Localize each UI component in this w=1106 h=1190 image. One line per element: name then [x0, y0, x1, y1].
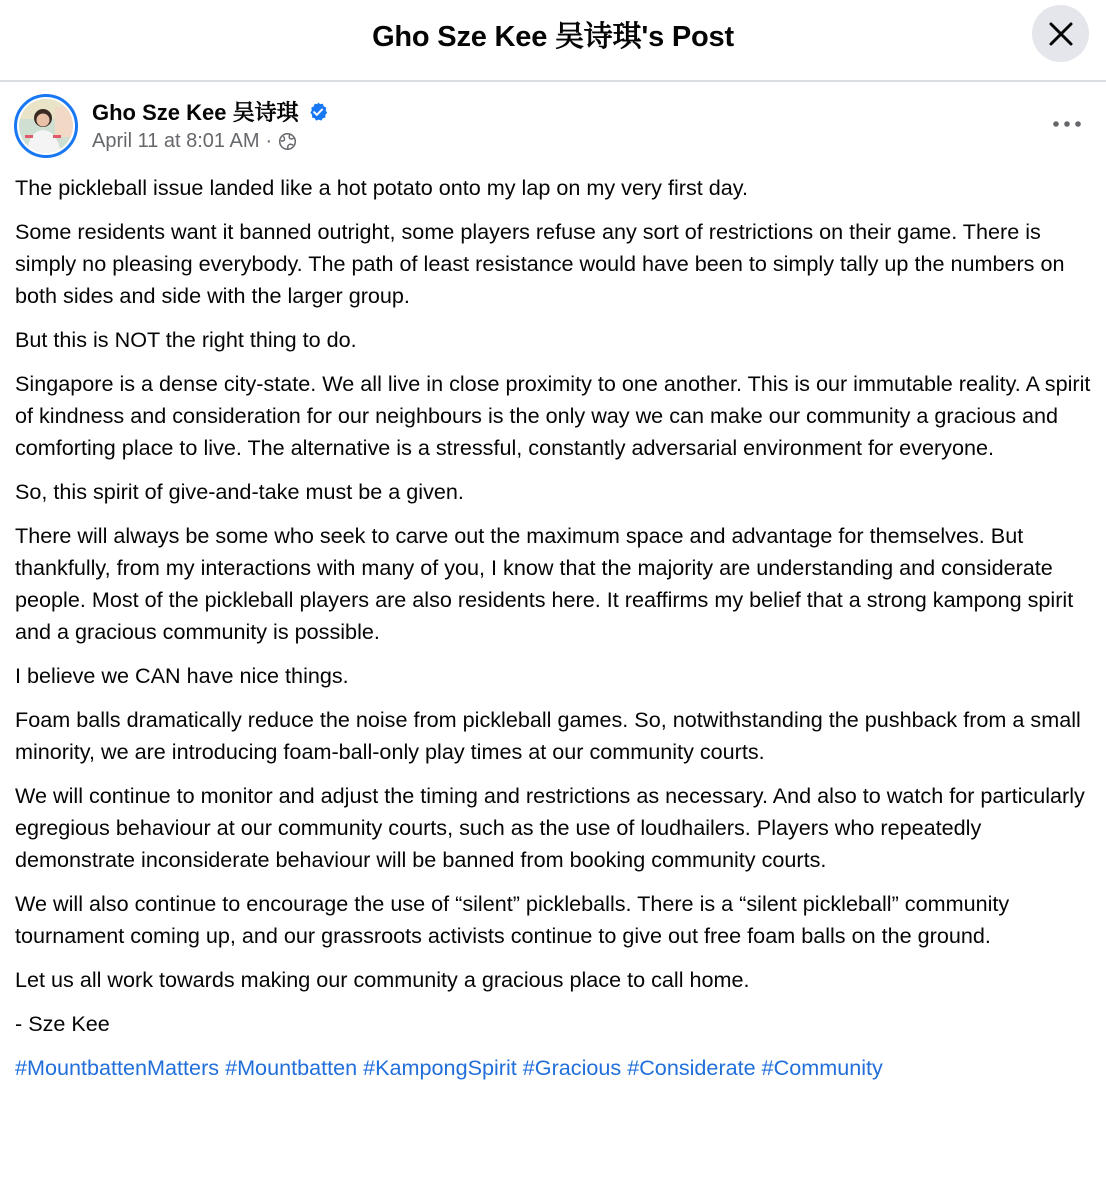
hashtag-mountbatten[interactable]: #Mountbatten — [225, 1055, 358, 1080]
close-icon — [1048, 21, 1074, 47]
hashtag-community[interactable]: #Community — [761, 1055, 883, 1080]
more-options-icon — [1052, 120, 1082, 128]
post-paragraph: Singapore is a dense city-state. We all live in close proximity to one another. This is our immutable reality. A spirit of kindness and consideration for our neighbours is the only way we can make our community a gracious and comforting place to live. The alternative is a stressful, constantly adversarial environment for everyone. — [15, 371, 1091, 460]
avatar-image — [19, 99, 73, 153]
post-header — [0, 82, 1106, 172]
post-timestamp[interactable]: April 11 at 8:01 AM — [92, 130, 260, 152]
hashtag-considerate[interactable]: #Considerate — [627, 1055, 756, 1080]
hashtag-mountbattenmatters[interactable]: #MountbattenMatters — [15, 1055, 220, 1080]
post-meta — [92, 130, 297, 153]
verified-badge-icon — [307, 101, 329, 123]
post-paragraph: I believe we CAN have nice things. — [15, 663, 349, 688]
close-button[interactable] — [1032, 5, 1089, 62]
globe-icon[interactable] — [278, 132, 297, 151]
post-signature: - Sze Kee — [15, 1011, 110, 1036]
hashtag-kampongspirit[interactable]: #KampongSpirit — [363, 1055, 517, 1080]
post-body — [15, 172, 1103, 1096]
post-paragraph: Let us all work towards making our community a gracious place to call home. — [15, 967, 750, 992]
post-paragraph: There will always be some who seek to carve out the maximum space and advantage for themselves. But thankfully, from my interactions with many of you, I know that the majority are understanding and considerate people. Most of the pickleball players are also residents here. It reaffirms my belief that a strong kampong spirit and a gracious community is possible. — [15, 523, 1074, 644]
post-paragraph: So, this spirit of give-and-take must be a given. — [15, 479, 464, 504]
post-paragraph: Some residents want it banned outright, some players refuse any sort of restrictions on their game. There is simply no pleasing everybody. The path of least resistance would have been to simply tally up the numbers on both sides and side with the larger group. — [15, 219, 1065, 308]
post-paragraph: Foam balls dramatically reduce the noise from pickleball games. So, notwithstanding the pushback from a small minority, we are introducing foam-ball-only play times at our community courts. — [15, 707, 1081, 764]
post-paragraph: We will continue to monitor and adjust the timing and restrictions as necessary. And also to watch for particularly egregious behaviour at our community courts, such as the use of loudhailers. Players who repeatedly demonstrate inconsiderate behaviour will be banned from booking community courts. — [15, 783, 1085, 872]
meta-separator: · — [265, 130, 273, 152]
author-name[interactable]: Gho Sze Kee 吴诗琪 — [92, 100, 299, 125]
more-options-button[interactable] — [1042, 104, 1092, 144]
author-row — [92, 96, 329, 127]
hashtag-row — [15, 1052, 1103, 1084]
dialog-title: Gho Sze Kee 吴诗琪's Post — [372, 21, 734, 53]
post-paragraph: The pickleball issue landed like a hot potato onto my lap on my very first day. — [15, 175, 748, 200]
avatar[interactable] — [14, 94, 78, 158]
hashtag-gracious[interactable]: #Gracious — [522, 1055, 622, 1080]
post-paragraph: But this is NOT the right thing to do. — [15, 327, 357, 352]
post-paragraph: We will also continue to encourage the use of “silent” pickleballs. There is a “silent pickleball” community tournament coming up, and our grassroots activists continue to give out free foam balls on the ground. — [15, 891, 1010, 948]
dialog-header — [0, 0, 1106, 82]
